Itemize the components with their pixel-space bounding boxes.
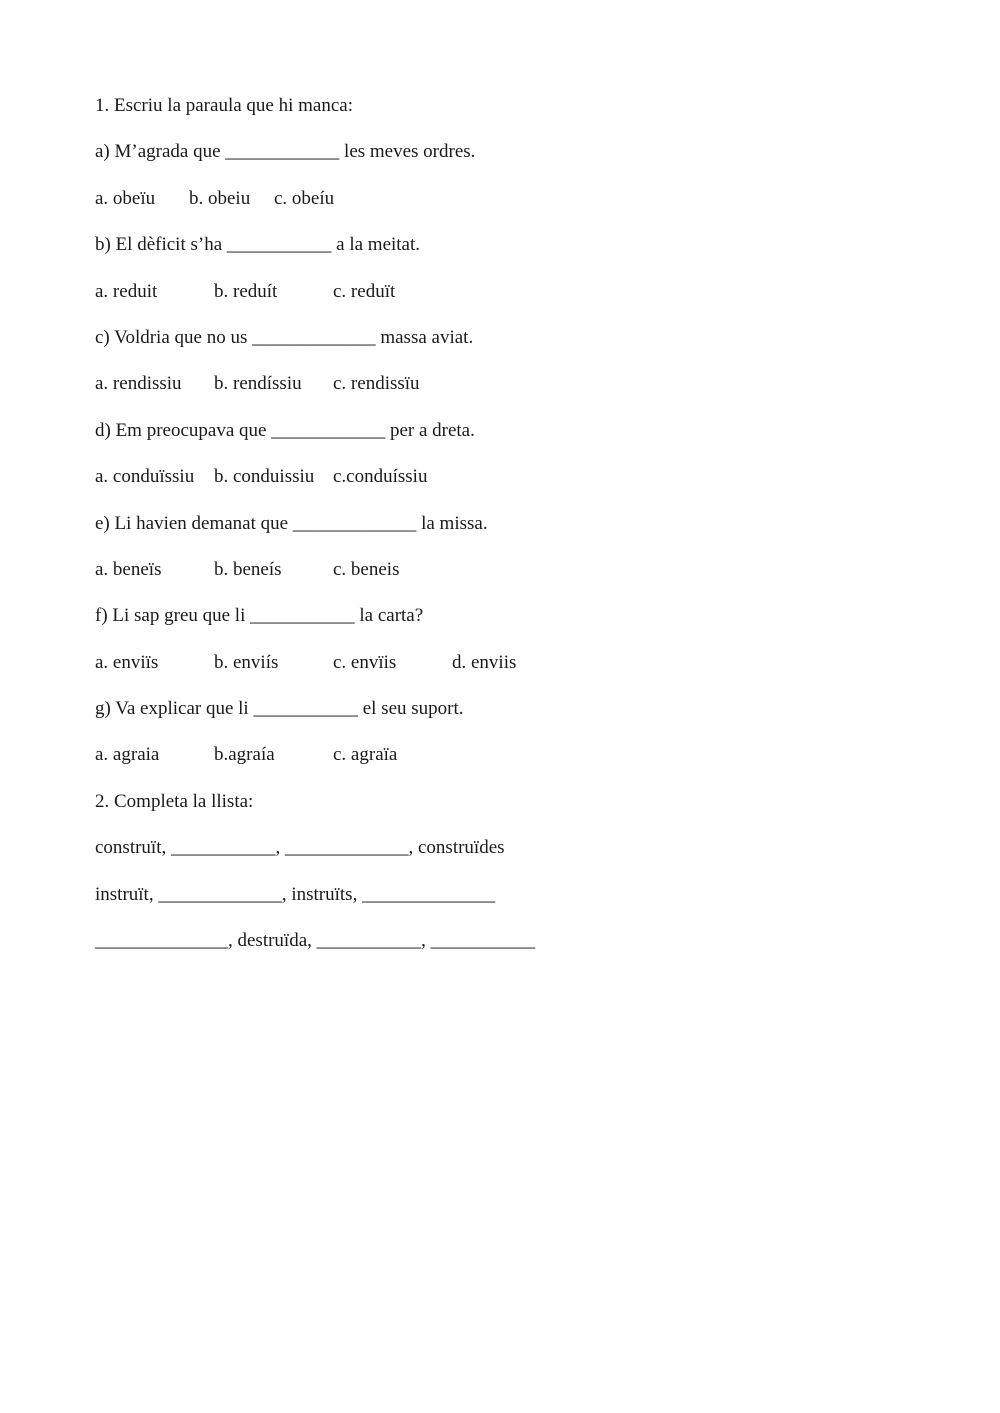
- option-b[interactable]: b. rendíssiu: [214, 373, 302, 395]
- option-a[interactable]: a. agraia: [95, 744, 160, 766]
- question-e-options: [95, 558, 915, 604]
- option-c[interactable]: c.conduíssiu: [333, 466, 428, 488]
- question-b-options: [95, 280, 915, 326]
- option-b[interactable]: b. beneís: [214, 558, 282, 580]
- option-b[interactable]: b. conduissiu: [214, 466, 315, 488]
- question-g-options: [95, 743, 915, 789]
- option-d[interactable]: d. enviis: [452, 651, 517, 673]
- exercise-2-heading: 2. Completa la llista:: [95, 790, 254, 812]
- option-b[interactable]: b.agraía: [214, 744, 275, 766]
- option-b[interactable]: b. reduít: [214, 280, 278, 302]
- option-c[interactable]: c. obeíu: [274, 187, 335, 209]
- question-a-options: [95, 187, 915, 233]
- list-line-construir[interactable]: construït, ___________, _____________, construïdes: [95, 837, 505, 859]
- option-a[interactable]: a. conduïssiu: [95, 466, 195, 488]
- option-c[interactable]: c. envïis: [333, 651, 397, 673]
- question-e-prompt: e) Li havien demanat que _____________ la missa.: [95, 512, 488, 534]
- question-c-options: [95, 372, 915, 418]
- option-b[interactable]: b. obeiu: [189, 187, 251, 209]
- question-c-prompt: c) Voldria que no us _____________ massa aviat.: [95, 326, 474, 348]
- exercise-1-heading: 1. Escriu la paraula que hi manca:: [95, 95, 353, 116]
- question-f-options: [95, 651, 915, 697]
- question-a-prompt: a) M’agrada que ____________ les meves ordres.: [95, 141, 476, 163]
- worksheet: [95, 94, 915, 975]
- question-d-prompt: d) Em preocupava que ____________ per a dreta.: [95, 419, 475, 441]
- option-c[interactable]: c. reduït: [333, 280, 396, 302]
- option-a[interactable]: a. beneïs: [95, 558, 162, 580]
- question-g-prompt: g) Va explicar que li ___________ el seu suport.: [95, 698, 464, 720]
- option-a[interactable]: a. enviïs: [95, 651, 159, 673]
- option-c[interactable]: c. rendissïu: [333, 373, 420, 395]
- option-a[interactable]: a. obeïu: [95, 187, 156, 209]
- question-f-prompt: f) Li sap greu que li ___________ la carta?: [95, 605, 424, 627]
- question-b-prompt: b) El dèficit s’ha ___________ a la meitat.: [95, 234, 421, 256]
- option-c[interactable]: c. agraïa: [333, 744, 398, 766]
- option-a[interactable]: a. rendissiu: [95, 373, 182, 395]
- question-d-options: [95, 465, 915, 511]
- list-line-destruir[interactable]: ______________, destruïda, ___________, ___________: [95, 930, 536, 952]
- list-line-instruir[interactable]: instruït, _____________, instruïts, ______________: [95, 883, 496, 905]
- option-b[interactable]: b. enviís: [214, 651, 279, 673]
- option-a[interactable]: a. reduit: [95, 280, 158, 302]
- option-c[interactable]: c. beneis: [333, 558, 400, 580]
